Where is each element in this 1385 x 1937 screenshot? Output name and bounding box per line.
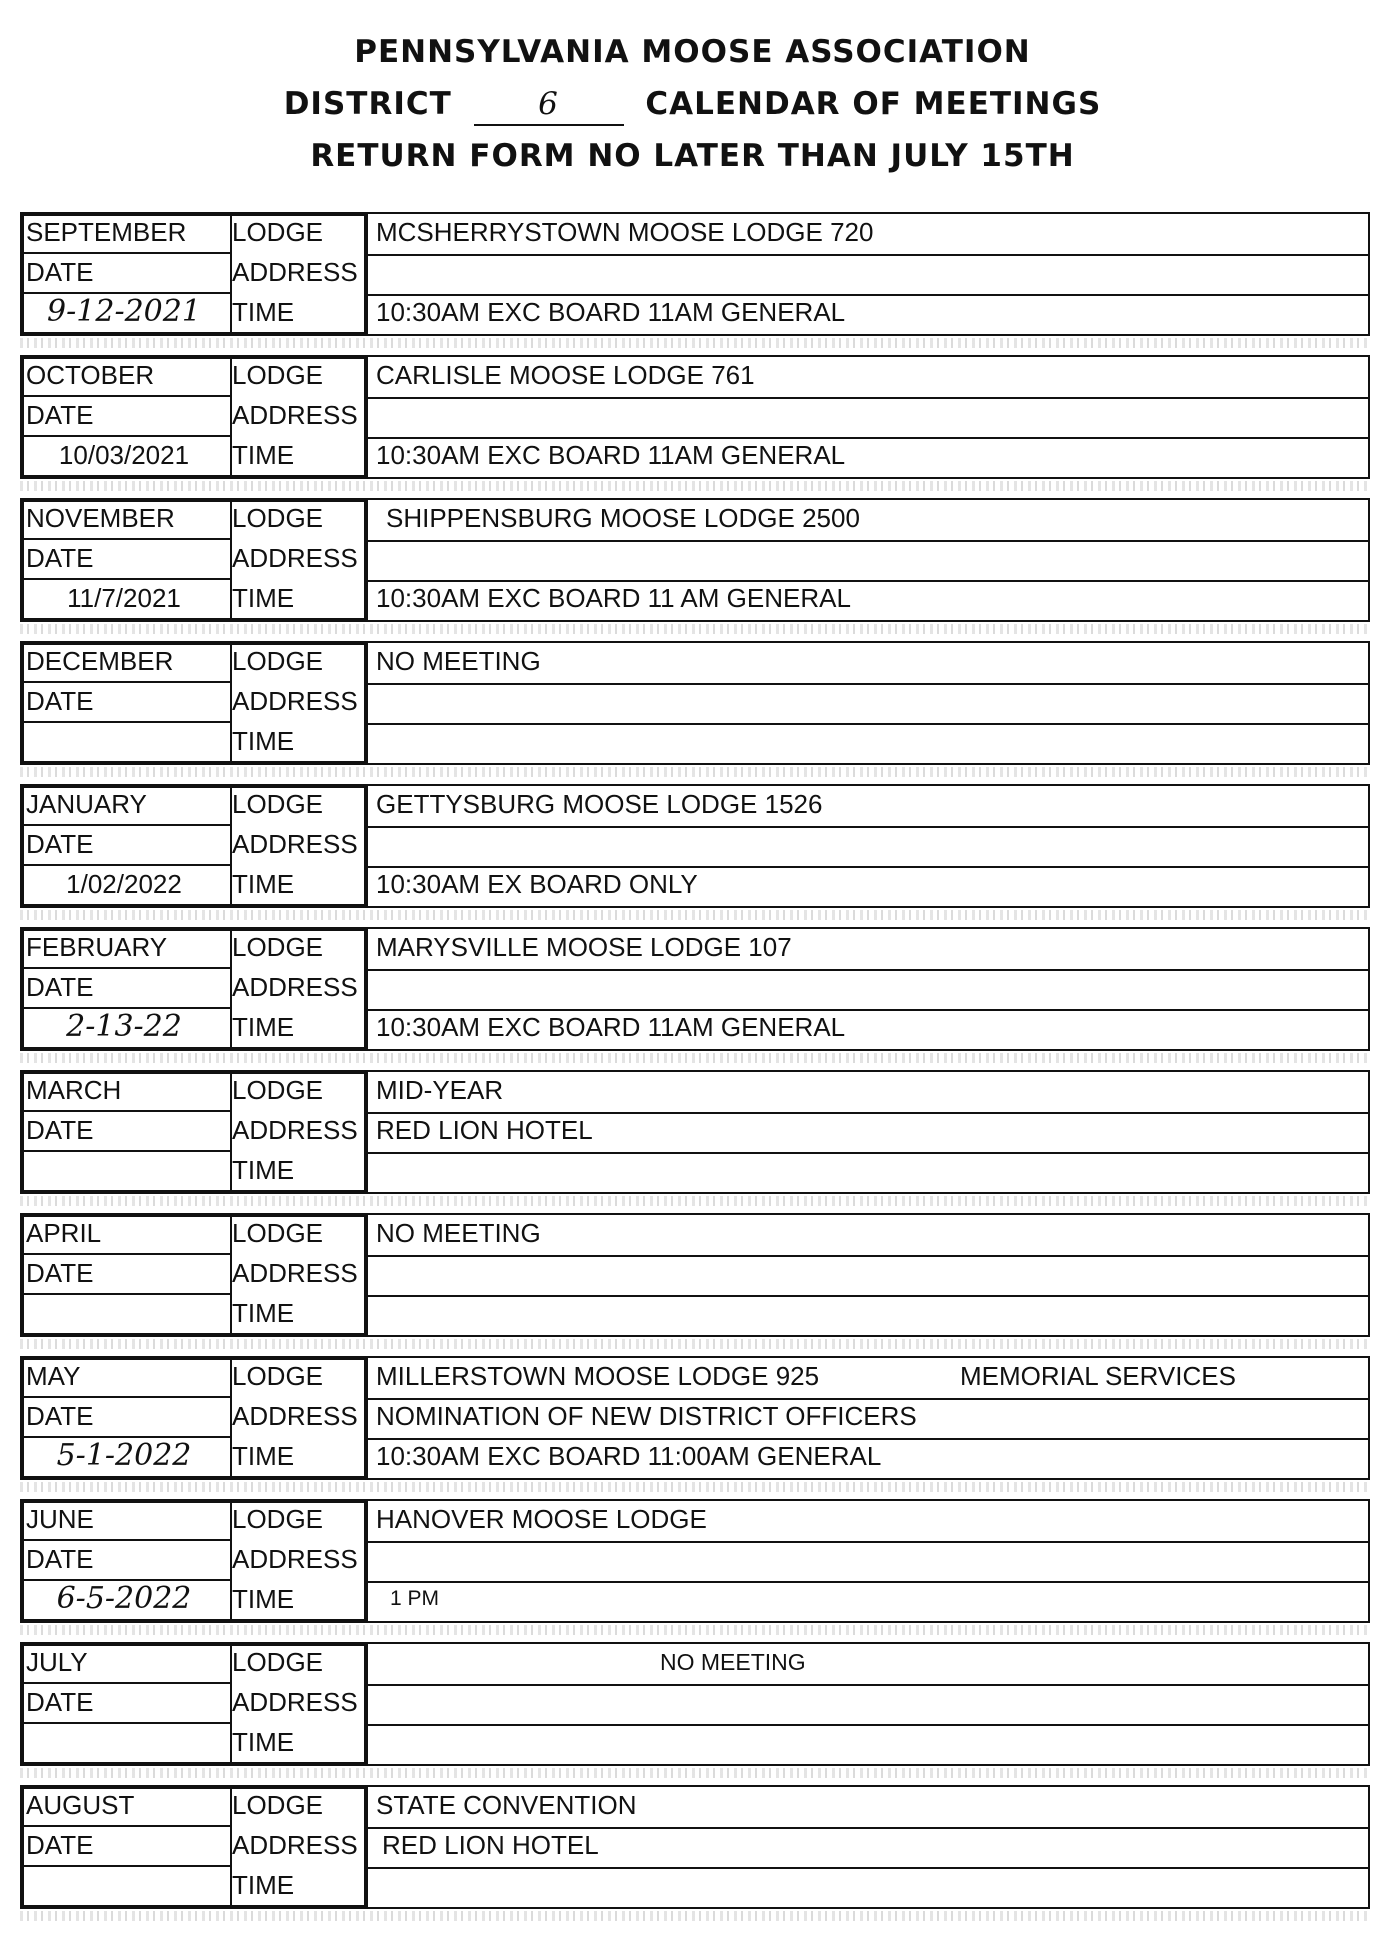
form-header xyxy=(0,26,1385,182)
time-label: TIME xyxy=(232,583,295,613)
date-label: DATE xyxy=(26,1687,94,1717)
date-field[interactable]: 2-13-22 xyxy=(66,1009,182,1044)
district-line xyxy=(0,78,1385,130)
lodge-label: LODGE xyxy=(232,646,324,676)
association-title: PENNSYLVANIA MOOSE ASSOCIATION xyxy=(354,34,1031,70)
address-label: ADDRESS xyxy=(232,972,358,1002)
time-label: TIME xyxy=(232,1870,295,1900)
date-label: DATE xyxy=(26,543,94,573)
address-label: ADDRESS xyxy=(232,1401,358,1431)
scan-noise-divider xyxy=(20,1768,1370,1778)
lodge-field[interactable]: CARLISLE MOOSE LODGE 761 xyxy=(376,360,755,390)
month-grid xyxy=(20,1070,1370,1194)
lodge-label: LODGE xyxy=(232,932,324,962)
time-label: TIME xyxy=(232,1298,295,1328)
month-grid xyxy=(20,927,1370,1051)
address-label: ADDRESS xyxy=(232,1830,358,1860)
month-name: JULY xyxy=(26,1647,88,1677)
month-name: MAY xyxy=(26,1361,81,1391)
date-label: DATE xyxy=(26,1830,94,1860)
time-label: TIME xyxy=(232,1155,295,1185)
month-name: JUNE xyxy=(26,1504,94,1534)
lodge-field[interactable]: MCSHERRYSTOWN MOOSE LODGE 720 xyxy=(376,217,874,247)
lodge-label: LODGE xyxy=(232,1647,324,1677)
scan-noise-divider xyxy=(20,1625,1370,1635)
month-block xyxy=(20,212,1370,355)
month-name: DECEMBER xyxy=(26,646,174,676)
lodge-field[interactable]: STATE CONVENTION xyxy=(376,1790,637,1820)
lodge-field[interactable]: NO MEETING xyxy=(376,646,541,676)
month-block xyxy=(20,1070,1370,1213)
district-number-field[interactable]: 6 xyxy=(474,84,624,126)
lodge-field[interactable]: MARYSVILLE MOOSE LODGE 107 xyxy=(376,932,792,962)
scan-noise-divider xyxy=(20,338,1370,348)
lodge-label: LODGE xyxy=(232,1361,324,1391)
address-field[interactable]: RED LION HOTEL xyxy=(382,1830,599,1860)
date-label: DATE xyxy=(26,1401,94,1431)
scan-noise-divider xyxy=(20,481,1370,491)
month-right-box xyxy=(368,1642,1370,1766)
date-label: DATE xyxy=(26,686,94,716)
address-label: ADDRESS xyxy=(232,1258,358,1288)
month-block xyxy=(20,784,1370,927)
date-label: DATE xyxy=(26,829,94,859)
date-label: DATE xyxy=(26,1258,94,1288)
address-label: ADDRESS xyxy=(232,1687,358,1717)
calendar-label: CALENDAR OF MEETINGS xyxy=(645,86,1102,122)
scan-noise-divider xyxy=(20,767,1370,777)
time-field[interactable]: 10:30AM EXC BOARD 11:00AM GENERAL xyxy=(376,1441,882,1471)
scan-noise-divider xyxy=(20,1482,1370,1492)
month-block xyxy=(20,927,1370,1070)
month-grid xyxy=(20,1785,1370,1909)
date-field[interactable]: 6-5-2022 xyxy=(56,1581,192,1616)
month-name: NOVEMBER xyxy=(26,503,175,533)
date-label: DATE xyxy=(26,972,94,1002)
return-notice: RETURN FORM NO LATER THAN JULY 15TH xyxy=(310,138,1075,174)
date-label: DATE xyxy=(26,400,94,430)
time-field[interactable]: 10:30AM EXC BOARD 11AM GENERAL xyxy=(376,1012,846,1042)
scan-noise-divider xyxy=(20,910,1370,920)
month-grid xyxy=(20,355,1370,479)
lodge-label: LODGE xyxy=(232,360,324,390)
month-grid xyxy=(20,498,1370,622)
month-block xyxy=(20,1785,1370,1928)
time-label: TIME xyxy=(232,869,295,899)
date-label: DATE xyxy=(26,1115,94,1145)
lodge-note: MEMORIAL SERVICES xyxy=(960,1361,1236,1391)
lodge-field[interactable]: HANOVER MOOSE LODGE xyxy=(376,1504,707,1534)
month-name: OCTOBER xyxy=(26,360,155,390)
address-label: ADDRESS xyxy=(232,686,358,716)
time-label: TIME xyxy=(232,440,295,470)
lodge-label: LODGE xyxy=(232,1504,324,1534)
time-label: TIME xyxy=(232,1441,295,1471)
lodge-label: LODGE xyxy=(232,1218,324,1248)
date-field[interactable]: 10/03/2021 xyxy=(58,440,190,470)
date-label: DATE xyxy=(26,257,94,287)
month-grid xyxy=(20,1499,1370,1623)
date-label: DATE xyxy=(26,1544,94,1574)
month-grid xyxy=(20,784,1370,908)
lodge-label: LODGE xyxy=(232,503,324,533)
lodge-field[interactable]: NO MEETING xyxy=(376,1218,541,1248)
scan-noise-divider xyxy=(20,1339,1370,1349)
month-name: FEBRUARY xyxy=(26,932,168,962)
month-grid xyxy=(20,1356,1370,1480)
address-label: ADDRESS xyxy=(232,400,358,430)
meeting-calendar xyxy=(20,212,1370,1928)
month-name: AUGUST xyxy=(26,1790,135,1820)
address-field[interactable]: NOMINATION OF NEW DISTRICT OFFICERS xyxy=(376,1401,917,1431)
lodge-label: LODGE xyxy=(232,789,324,819)
scan-noise-divider xyxy=(20,624,1370,634)
scan-noise-divider xyxy=(20,1196,1370,1206)
address-label: ADDRESS xyxy=(232,829,358,859)
address-label: ADDRESS xyxy=(232,1544,358,1574)
month-block xyxy=(20,641,1370,784)
time-label: TIME xyxy=(232,1012,295,1042)
time-field[interactable]: 10:30AM EXC BOARD 11AM GENERAL xyxy=(376,297,846,327)
month-grid xyxy=(20,1642,1370,1766)
month-block xyxy=(20,355,1370,498)
month-grid xyxy=(20,212,1370,336)
scan-noise-divider xyxy=(20,1053,1370,1063)
lodge-field[interactable]: SHIPPENSBURG MOOSE LODGE 2500 xyxy=(386,503,860,533)
time-label: TIME xyxy=(232,726,295,756)
month-block xyxy=(20,1356,1370,1499)
month-block xyxy=(20,498,1370,641)
month-grid xyxy=(20,1213,1370,1337)
address-field[interactable]: RED LION HOTEL xyxy=(376,1115,593,1145)
month-name: JANUARY xyxy=(26,789,147,819)
month-block xyxy=(20,1642,1370,1785)
date-field[interactable]: 5-1-2022 xyxy=(56,1438,192,1473)
time-label: TIME xyxy=(232,297,295,327)
time-field[interactable]: 10:30AM EX BOARD ONLY xyxy=(376,869,698,899)
date-field[interactable]: 11/7/2021 xyxy=(67,583,181,613)
month-name: SEPTEMBER xyxy=(26,217,187,247)
lodge-label: LODGE xyxy=(232,1790,324,1820)
month-name: MARCH xyxy=(26,1075,122,1105)
time-field[interactable]: 10:30AM EXC BOARD 11 AM GENERAL xyxy=(376,583,851,613)
lodge-field[interactable]: MID-YEAR xyxy=(376,1075,504,1105)
month-block xyxy=(20,1213,1370,1356)
date-field[interactable]: 9-12-2021 xyxy=(47,294,201,329)
lodge-field[interactable]: MILLERSTOWN MOOSE LODGE 925 xyxy=(376,1361,820,1391)
lodge-field[interactable]: GETTYSBURG MOOSE LODGE 1526 xyxy=(376,789,823,819)
address-label: ADDRESS xyxy=(232,543,358,573)
time-field[interactable]: 10:30AM EXC BOARD 11AM GENERAL xyxy=(376,440,846,470)
time-label: TIME xyxy=(232,1727,295,1757)
lodge-label: LODGE xyxy=(232,217,324,247)
address-label: ADDRESS xyxy=(232,1115,358,1145)
month-block xyxy=(20,1499,1370,1642)
time-label: TIME xyxy=(232,1584,295,1614)
date-field[interactable]: 1/02/2022 xyxy=(66,869,182,899)
scan-noise-divider xyxy=(20,1911,1370,1921)
month-name: APRIL xyxy=(26,1218,102,1248)
time-field[interactable]: 1 PM xyxy=(390,1587,440,1610)
district-label: DISTRICT xyxy=(283,86,452,122)
lodge-field[interactable]: NO MEETING xyxy=(660,1649,806,1675)
address-label: ADDRESS xyxy=(232,257,358,287)
lodge-label: LODGE xyxy=(232,1075,324,1105)
month-grid xyxy=(20,641,1370,765)
